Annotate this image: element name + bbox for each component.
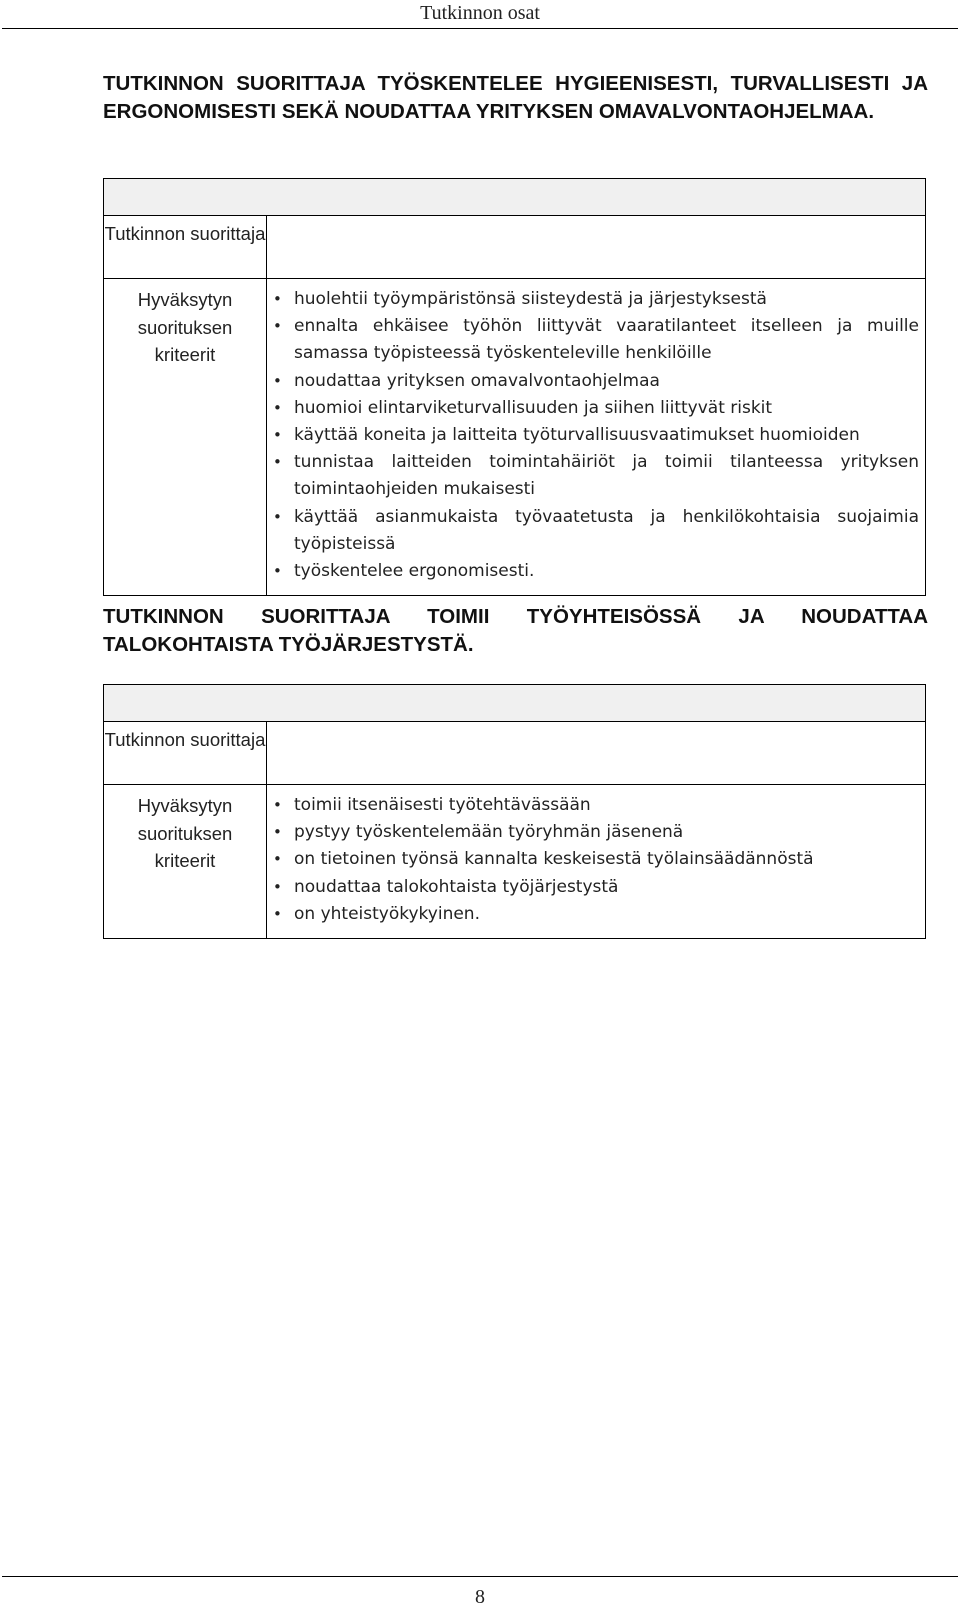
bullet-icon: •: [273, 796, 282, 814]
bullet-icon: •: [273, 317, 282, 336]
criteria-item: • työskentelee ergonomisesti.: [267, 558, 919, 585]
criteria-row: [104, 279, 925, 595]
criteria-list: [267, 279, 925, 595]
criteria-item: • pystyy työskentelemään työryhmän jäsenenä: [267, 819, 919, 846]
criteria-item: • käyttää asianmukaista työvaatetusta ja henkilökohtaisia suojaimia työpisteissä: [267, 504, 919, 558]
section-heading: TUTKINNON SUORITTAJA TYÖSKENTELEE HYGIEENISESTI, TURVALLISESTI JA ERGONOMISESTI SEKÄ NOUDATTAA YRITYKSEN OMAVALVONTAOHJELMAA.: [103, 72, 928, 123]
criteria-item: • huomioi elintarviketurvallisuuden ja siihen liittyvät riskit: [267, 395, 919, 422]
running-header: Tutkinnon osat: [420, 2, 540, 24]
bullet-icon: •: [273, 290, 282, 308]
performer-label: Tutkinnon suorittaja: [104, 722, 267, 784]
performer-row: [104, 722, 925, 785]
criteria-item: • on yhteistyökykyinen.: [267, 901, 919, 928]
performer-cell: [267, 722, 925, 784]
bullet-icon: •: [273, 850, 282, 869]
criteria-item: • ennalta ehkäisee työhön liittyvät vaaratilanteet itselleen ja muille samassa työpisteessä työskenteleville henkilöille: [267, 313, 919, 367]
table-header-band: [104, 179, 925, 216]
bullet-icon: •: [273, 823, 282, 842]
header-divider: [2, 28, 958, 29]
criteria-item: • noudattaa talokohtaista työjärjestystä: [267, 874, 919, 901]
criteria-row: [104, 785, 925, 938]
criteria-item: • toimii itsenäisesti työtehtävässään: [267, 792, 919, 819]
criteria-list: [267, 785, 925, 938]
bullet-icon: •: [273, 453, 282, 472]
performer-row: [104, 216, 925, 279]
bullet-icon: •: [273, 507, 282, 526]
criteria-label: Hyväksytyn suorituksen kriteerit: [104, 279, 267, 595]
bullet-icon: •: [273, 904, 282, 923]
table-header-band: [104, 685, 925, 722]
criteria-item: • käyttää koneita ja laitteita työturvallisuusvaatimukset huomioiden: [267, 422, 919, 449]
criteria-item: • on tietoinen työnsä kannalta keskeisestä työlainsäädännöstä: [267, 846, 919, 873]
criteria-item: • noudattaa yrityksen omavalvontaohjelmaa: [267, 368, 919, 395]
criteria-item: • huolehtii työympäristönsä siisteydestä ja järjestyksestä: [267, 286, 919, 313]
bullet-icon: •: [273, 398, 282, 417]
performer-cell: [267, 216, 925, 278]
page-number: 8: [475, 1586, 485, 1608]
criteria-item: • tunnistaa laitteiden toimintahäiriöt ja toimii tilanteessa yrityksen toimintaohjeiden mukaisesti: [267, 449, 919, 503]
criteria-cell: [267, 785, 925, 938]
bullet-icon: •: [273, 371, 282, 390]
criteria-table: [103, 684, 926, 939]
bullet-icon: •: [273, 562, 282, 581]
criteria-label: Hyväksytyn suorituksen kriteerit: [104, 785, 267, 938]
section-heading: TUTKINNON SUORITTAJA TOIMII TYÖYHTEISÖSSÄ JA NOUDATTAA TALOKOHTAISTA TYÖJÄRJESTYSTÄ.: [103, 605, 928, 656]
bullet-icon: •: [273, 877, 282, 896]
bullet-icon: •: [273, 426, 282, 445]
criteria-table: [103, 178, 926, 596]
performer-label: Tutkinnon suorittaja: [104, 216, 267, 278]
footer-divider: [2, 1576, 958, 1577]
criteria-cell: [267, 279, 925, 595]
